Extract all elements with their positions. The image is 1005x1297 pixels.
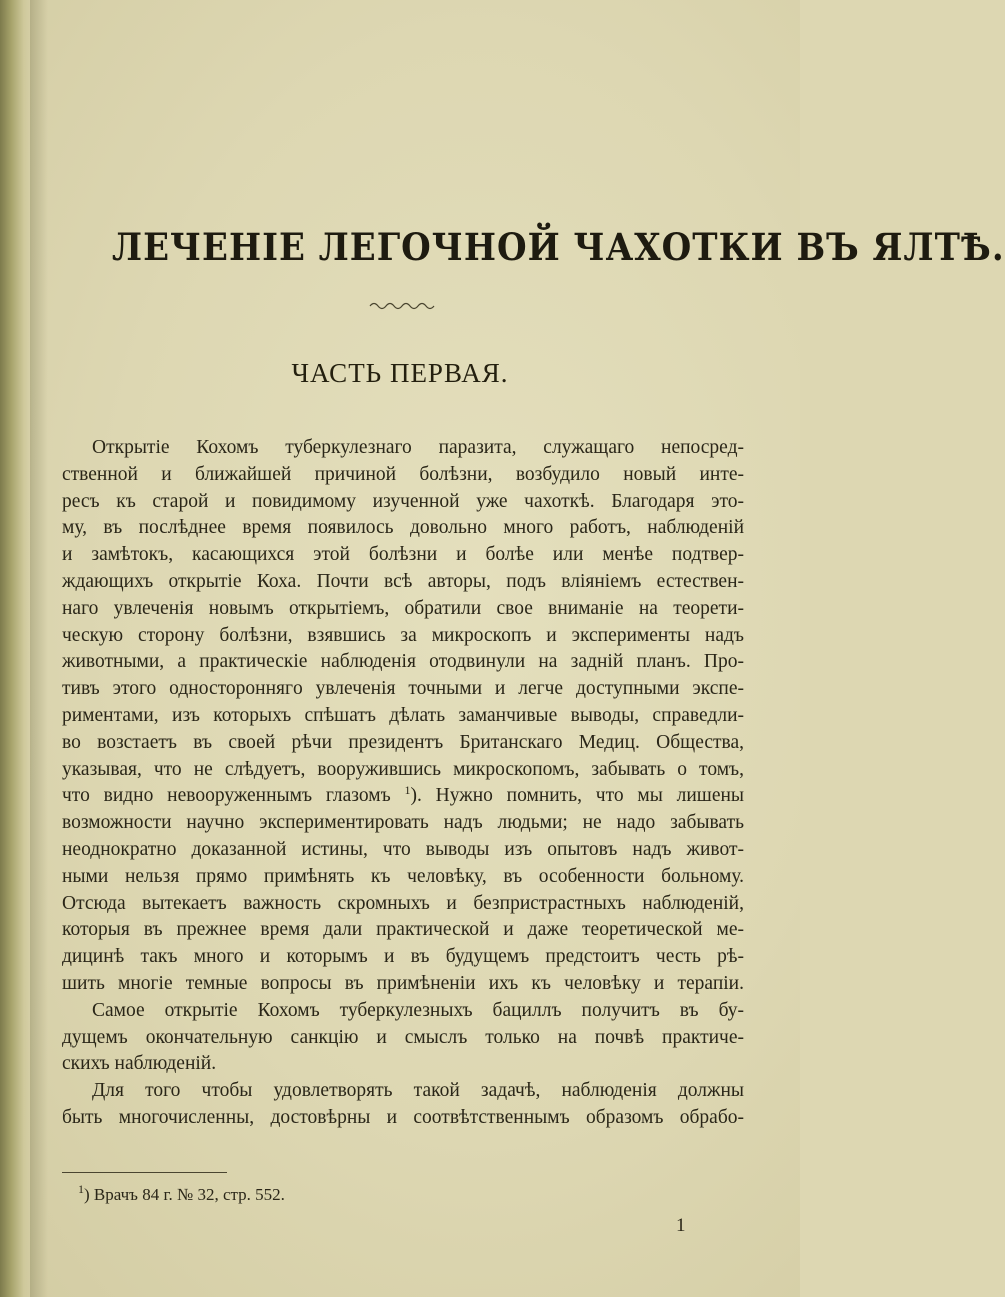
text-fragment: Нужно помнить, что мы лишены	[435, 785, 745, 807]
book-binding-edge	[0, 0, 32, 1297]
text-line: и замѣтокъ, касающихся этой болѣзни и болѣе или менѣе подтвер-	[62, 544, 744, 566]
text-line: быть многочисленны, достовѣрны и соотвѣтственнымъ образомъ обрабо-	[62, 1106, 744, 1128]
text-line: ными нельзя прямо примѣнять къ человѣку, въ особенности больному.	[62, 865, 744, 887]
chapter-title: ЛЕЧЕНІЕ ЛЕГОЧНОЙ ЧАХОТКИ ВЪ ЯЛТѢ.	[112, 226, 1005, 270]
footnote-reference: 1	[404, 783, 411, 798]
text-line: Для того чтобы удовлетворять такой задачѣ, наблюденія должны	[92, 1080, 744, 1102]
text-line: ждающихъ открытіе Коха. Почти всѣ авторы, подъ вліяніемъ естествен-	[62, 570, 744, 592]
part-heading: ЧАСТЬ ПЕРВАЯ.	[291, 358, 509, 388]
text-line: которыя въ прежнее время дали практической и даже теоретической ме-	[62, 919, 744, 941]
text-line: ственной и ближайшей причиной болѣзни, возбудило новый инте-	[62, 463, 744, 485]
text-line: Открытіе Кохомъ туберкулезнаго паразита, служащаго непосред-	[92, 437, 744, 458]
footnote-marker: 1	[78, 1182, 84, 1196]
text-line: скихъ наблюденій.	[62, 1053, 217, 1075]
text-line: Самое открытіе Кохомъ туберкулезныхъ бациллъ получитъ въ бу-	[92, 999, 744, 1021]
binding-shadow	[30, 0, 48, 1297]
footnote-separator	[62, 1172, 227, 1173]
text-line: ческую сторону болѣзни, взявшись за микроскопъ и эксперименты надъ	[62, 624, 744, 646]
footnote: $^1$) Врачъ 84 г. № 32, стр. 552.	[78, 1182, 285, 1204]
text-line: животными, а практическіе наблюденія отодвинули на задній планъ. Про-	[62, 651, 744, 673]
text-line: во возстаетъ въ своей рѣчи президентъ Британскаго Медиц. Общества,	[62, 731, 744, 753]
text-line: наго увлеченія новымъ открытіемъ, обратили свое вниманіе на теорети-	[62, 597, 744, 619]
text-line: неоднократно доказанной истины, что выводы изъ опытовъ надъ живот-	[62, 838, 744, 860]
wavy-ornament-divider	[368, 300, 438, 312]
text-line: Отсюда вытекаетъ важность скромныхъ и безпристрастныхъ наблюденій,	[62, 892, 744, 914]
text-fragment: что видно невооруженнымъ глазомъ	[62, 785, 391, 807]
text-line: ресъ къ старой и повидимому изученной уже чахоткѣ. Благодаря это-	[62, 490, 744, 512]
footnote-text: Врачъ 84 г. № 32, стр. 552.	[93, 1185, 285, 1204]
body-text	[62, 435, 744, 1132]
text-line: дицинѣ такъ много и которымъ и въ будущемъ предстоитъ честь рѣ-	[62, 946, 744, 968]
text-line: му, въ послѣднее время появилось довольно много работъ, наблюденій	[62, 517, 744, 539]
text-line-with-footnote: что видно невооруженнымъ глазомъ $^1$). Нужно помнить, что мы лишены	[62, 783, 745, 807]
page-number: 1	[676, 1215, 686, 1236]
text-line: риментами, изъ которыхъ спѣшатъ дѣлать заманчивые выводы, справедли-	[62, 704, 744, 726]
text-line: шить многіе темные вопросы въ примѣненіи ихъ къ человѣку и терапіи.	[62, 972, 744, 994]
text-line: тивъ этого одностороннягo увлеченія точными и легче доступными экспе-	[62, 678, 744, 700]
text-line: возможности научно экспериментировать надъ людьми; не надо забывать	[62, 812, 744, 834]
text-line: дущемъ окончательную санкцію и смыслъ только на почвѣ практиче-	[62, 1026, 744, 1048]
text-line: указывая, что не слѣдуетъ, вооружившись микроскопомъ, забывать о томъ,	[62, 758, 744, 780]
